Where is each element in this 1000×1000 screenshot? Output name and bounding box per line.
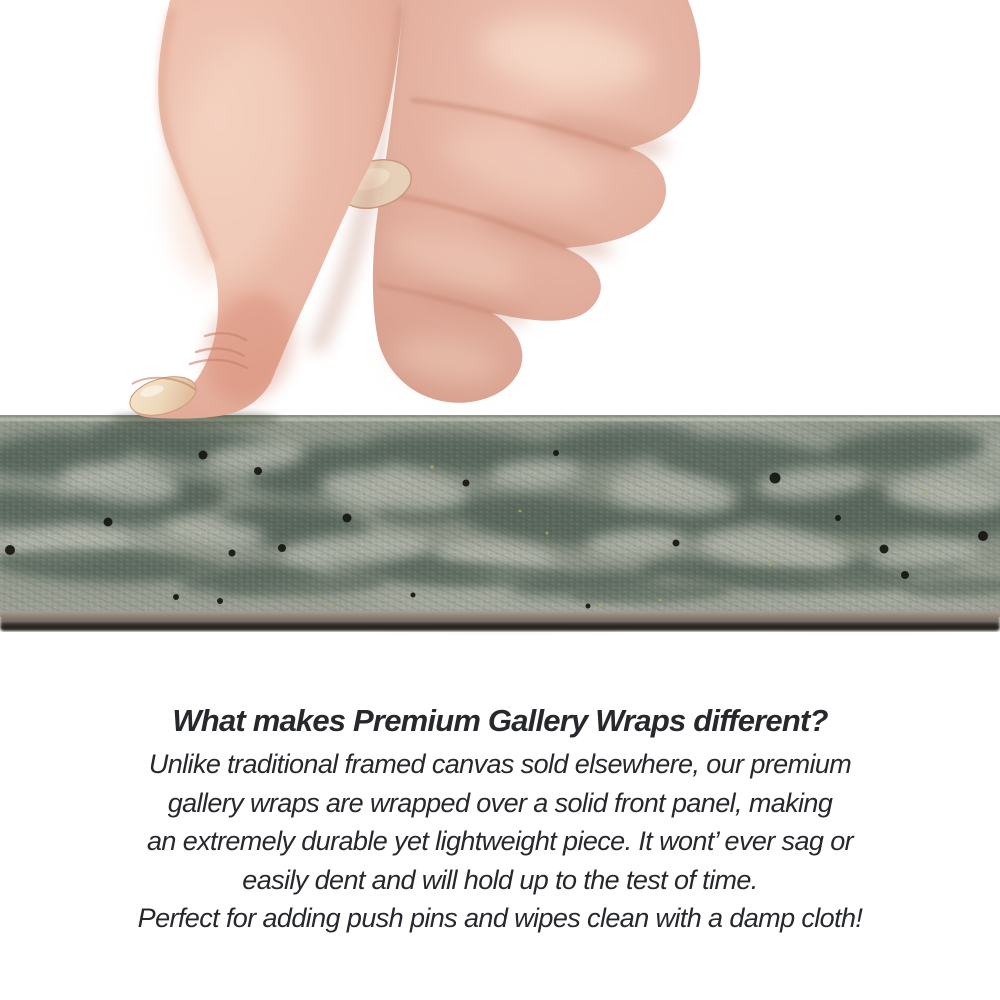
- canvas-fold-edge: [0, 611, 1000, 625]
- hand-pressing-thumb-photo: [0, 0, 1000, 442]
- canvas-edge-shadow-line: [0, 623, 1000, 631]
- marketing-copy: [0, 701, 1000, 938]
- pin-hole: [463, 480, 470, 487]
- canvas-grain: [0, 415, 1000, 617]
- body-line: easily dent and will hold up to the test of time.: [242, 864, 758, 895]
- pin-hole: [835, 515, 841, 521]
- canvas-edge-strip: [0, 415, 1000, 635]
- pin-hole: [586, 604, 591, 609]
- pin-hole: [978, 531, 988, 541]
- pin-hole: [104, 518, 113, 527]
- pin-hole: [278, 544, 286, 552]
- pin-hole: [217, 598, 223, 604]
- pin-hole: [173, 594, 179, 600]
- pin-hole: [411, 593, 416, 598]
- body-line: gallery wraps are wrapped over a solid front panel, making: [167, 787, 833, 818]
- body-line: Perfect for adding push pins and wipes clean with a damp cloth!: [137, 903, 863, 933]
- pin-hole: [343, 514, 352, 523]
- copy-heading: What makes Premium Gallery Wraps different?: [172, 703, 828, 738]
- body-line: Unlike traditional framed canvas sold elsewhere, our premium: [148, 749, 852, 779]
- pin-hole: [5, 545, 15, 555]
- pin-hole: [229, 550, 236, 557]
- body-line: an extremely durable yet lightweight piece. It wont’ ever sag or: [147, 826, 853, 856]
- pin-hole: [880, 545, 889, 554]
- pin-hole: [673, 540, 680, 547]
- pin-hole: [770, 473, 781, 484]
- pin-hole: [254, 467, 262, 475]
- pin-hole: [199, 451, 208, 460]
- pin-hole: [901, 571, 909, 579]
- body-lines: [0, 745, 1000, 938]
- pin-hole: [553, 450, 559, 456]
